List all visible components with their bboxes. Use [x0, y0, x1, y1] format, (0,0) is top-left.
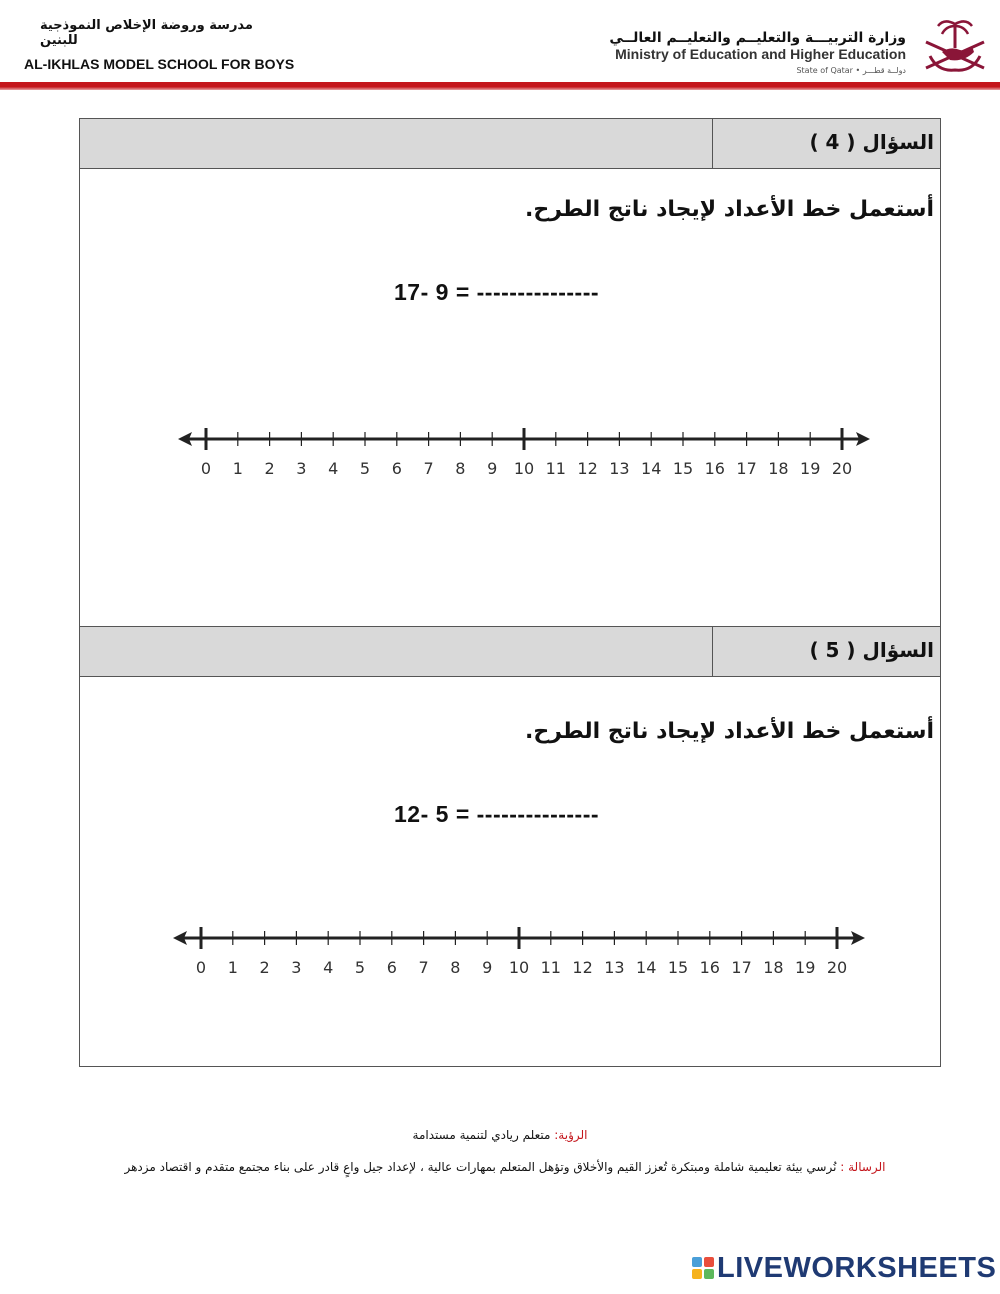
number-line-label: 1	[232, 459, 243, 478]
number-line-label: 14	[636, 958, 657, 977]
question-label: السؤال ( 5 )	[809, 638, 934, 662]
question-header	[80, 627, 940, 677]
brand-name: LIVEWORKSHEETS	[717, 1251, 997, 1284]
number-line-label: 11	[540, 958, 561, 977]
state-of-qatar-label: State of Qatar • دولــة قطـــر	[796, 66, 906, 75]
number-line-label: 20	[831, 459, 853, 478]
number-line-label: 7	[418, 958, 429, 977]
mission-statement	[110, 1160, 900, 1174]
number-line-label: 20	[826, 958, 848, 977]
question-header	[80, 119, 940, 169]
number-line-label: 8	[455, 459, 466, 478]
number-line-label: 1	[227, 958, 238, 977]
number-line-label: 15	[672, 459, 694, 478]
number-line	[176, 419, 876, 479]
number-line-label: 4	[328, 459, 339, 478]
question-instruction: أستعمل خط الأعداد لإيجاد ناتج الطرح.	[525, 197, 934, 222]
subtraction-equation: 12- 5 = ---------------	[394, 801, 600, 827]
number-line-label: 8	[450, 958, 461, 977]
number-line-label: 7	[423, 459, 434, 478]
question-label: السؤال ( 4 )	[809, 130, 934, 154]
number-line-label: 13	[604, 958, 625, 977]
number-line-label: 12	[572, 958, 593, 977]
mission-text: نُرسي بيئة تعليمية شاملة ومبتكرة تُعزز القيم والأخلاق وتؤهل المتعلم بمهارات عالية ، لإعداد جيل واعٍ قادر على بناء مجتمع متقدم و اقتصاد مزدهر	[124, 1160, 841, 1174]
vision-statement	[0, 1128, 1000, 1142]
liveworksheets-logo	[692, 1252, 996, 1284]
number-line-label: 0	[195, 958, 207, 977]
liveworksheets-icon	[692, 1257, 714, 1279]
number-line-label: 3	[291, 958, 302, 977]
number-line-label: 9	[482, 958, 493, 977]
number-line-label: 17	[731, 958, 752, 977]
vision-text: متعلم ريادي لتنمية مستدامة	[412, 1128, 555, 1142]
number-line-label: 0	[200, 459, 212, 478]
subtraction-equation: 17- 9 = ---------------	[394, 279, 600, 305]
number-line-label: 16	[704, 459, 725, 478]
number-line-label: 15	[667, 958, 689, 977]
number-line-label: 16	[699, 958, 720, 977]
school-name-english: AL-IKHLAS MODEL SCHOOL FOR BOYS	[24, 56, 295, 72]
number-line-label: 19	[800, 459, 821, 478]
question-4-box	[79, 118, 941, 627]
number-line-label: 11	[545, 459, 566, 478]
question-instruction: أستعمل خط الأعداد لإيجاد ناتج الطرح.	[525, 719, 934, 744]
school-name-arabic: مدرسة وروضة الإخلاص النموذجية للبنين	[40, 18, 253, 48]
number-line-label: 12	[577, 459, 598, 478]
number-line-label: 3	[296, 459, 307, 478]
number-line-label: 5	[359, 459, 371, 478]
mission-label: الرسالة :	[840, 1160, 886, 1174]
number-line-label: 14	[641, 459, 662, 478]
number-line-label: 18	[763, 958, 784, 977]
number-line-label: 18	[768, 459, 789, 478]
number-line-label: 10	[513, 459, 535, 478]
vision-label: الرؤية:	[554, 1128, 588, 1142]
number-line-label: 10	[508, 958, 530, 977]
number-line-label: 4	[323, 958, 334, 977]
header-divider	[0, 82, 1000, 90]
number-line-label: 2	[259, 958, 270, 977]
number-line-label: 19	[795, 958, 816, 977]
number-line	[171, 918, 871, 978]
number-line-label: 13	[609, 459, 630, 478]
ministry-name-arabic: وزارة التربيـــة والتعليــم والتعليــم العالــي	[609, 30, 906, 46]
number-line-label: 5	[354, 958, 366, 977]
qatar-emblem-icon	[920, 12, 990, 76]
number-line-label: 17	[736, 459, 757, 478]
ministry-name-english: Ministry of Education and Higher Education	[615, 46, 906, 62]
number-line-label: 9	[487, 459, 498, 478]
question-5-box	[79, 626, 941, 1067]
number-line-label: 2	[264, 459, 275, 478]
number-line-label: 6	[391, 459, 402, 478]
number-line-label: 6	[386, 958, 397, 977]
